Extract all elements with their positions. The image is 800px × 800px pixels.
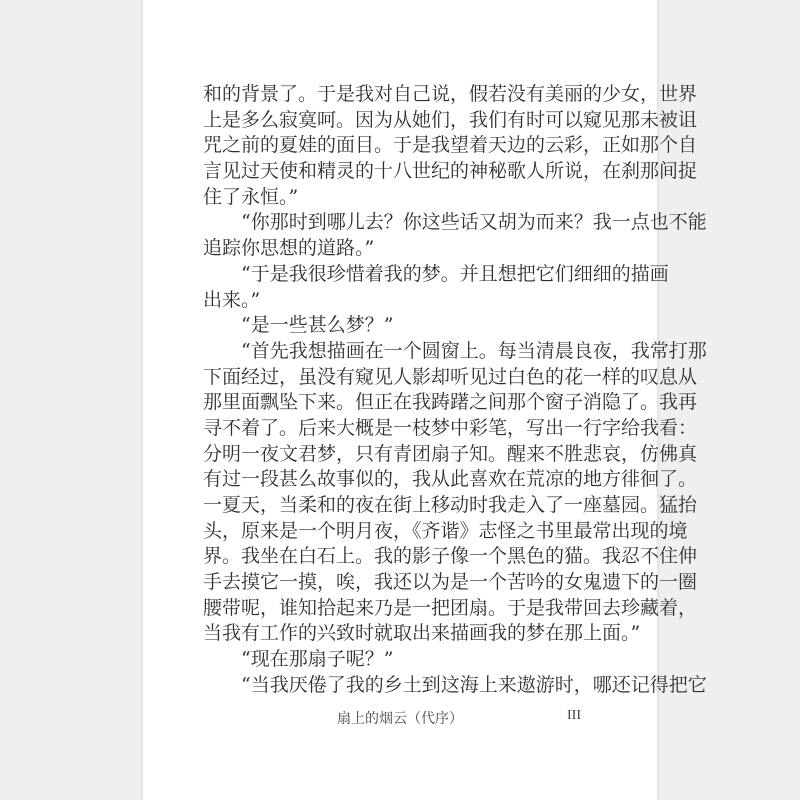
text-line: 咒之前的夏娃的面目。于是我望着天边的云彩，正如那个自 xyxy=(203,134,698,157)
text-line: 头，原来是一个明月夜，《齐谐》志怪之书里最常出现的境 xyxy=(203,519,688,542)
text-line: 有过一段甚么故事似的，我从此喜欢在荒凉的地方徘徊了。 xyxy=(203,468,698,491)
text-line: “于是我很珍惜着我的梦。并且想把它们细细的描画 xyxy=(241,262,669,285)
text-line: 界。我坐在白石上。我的影子像一个黑色的猫。我忍不住伸 xyxy=(203,545,698,568)
text-line: 一夏天，当柔和的夜在街上移动时我走入了一座墓园。猛抬 xyxy=(203,494,698,516)
text-line: 手去摸它一摸，唉，我还以为是一个苦吟的女鬼遗下的一圈 xyxy=(203,571,698,594)
text-line: “你那时到哪儿去？你这些话又胡为而来？我一点也不能 xyxy=(241,211,707,234)
body-text xyxy=(203,82,707,699)
text-line: 言见过天使和精灵的十八世纪的神秘歌人所说，在刹那间捉 xyxy=(203,160,698,183)
text-line: 住了永恒。” xyxy=(203,185,299,208)
text-line: “首先我想描画在一个圆窗上。每当清晨良夜，我常打那 xyxy=(241,339,707,362)
text-line: 上是多么寂寞呵。因为从她们，我们有时可以窥见那未被诅 xyxy=(203,108,698,131)
running-title: 扇上的烟云（代序） xyxy=(337,711,463,727)
text-line: 那里面飘坠下来。但正在我踌躇之间那个窗子消隐了。我再 xyxy=(203,391,698,414)
text-line: 追踪你思想的道路。” xyxy=(203,237,375,260)
text-line: 分明一夜文君梦，只有青团扇子知。醒来不胜悲哀，仿佛真 xyxy=(203,442,698,465)
text-line: “当我厌倦了我的乡土到这海上来遨游时，哪还记得把它 xyxy=(241,673,707,696)
text-line: 下面经过，虽没有窥见人影却听见过白色的花一样的叹息从 xyxy=(203,365,698,388)
page-number: III xyxy=(567,708,581,723)
book-page xyxy=(143,0,707,800)
text-line: 腰带呢，谁知拾起来乃是一把团扇。于是我带回去珍藏着， xyxy=(203,596,698,619)
text-line: “现在那扇子呢？” xyxy=(241,648,394,671)
text-line: 寻不着了。后来大概是一枝梦中彩笔，写出一行字给我看： xyxy=(203,416,698,439)
text-line: 当我有工作的兴致时就取出来描画我的梦在那上面。” xyxy=(203,622,641,645)
text-line: “是一些甚么梦？” xyxy=(241,314,394,337)
text-line: 和的背景了。于是我对自己说，假若没有美丽的少女，世界 xyxy=(203,83,698,105)
text-line: 出来。” xyxy=(203,288,261,311)
